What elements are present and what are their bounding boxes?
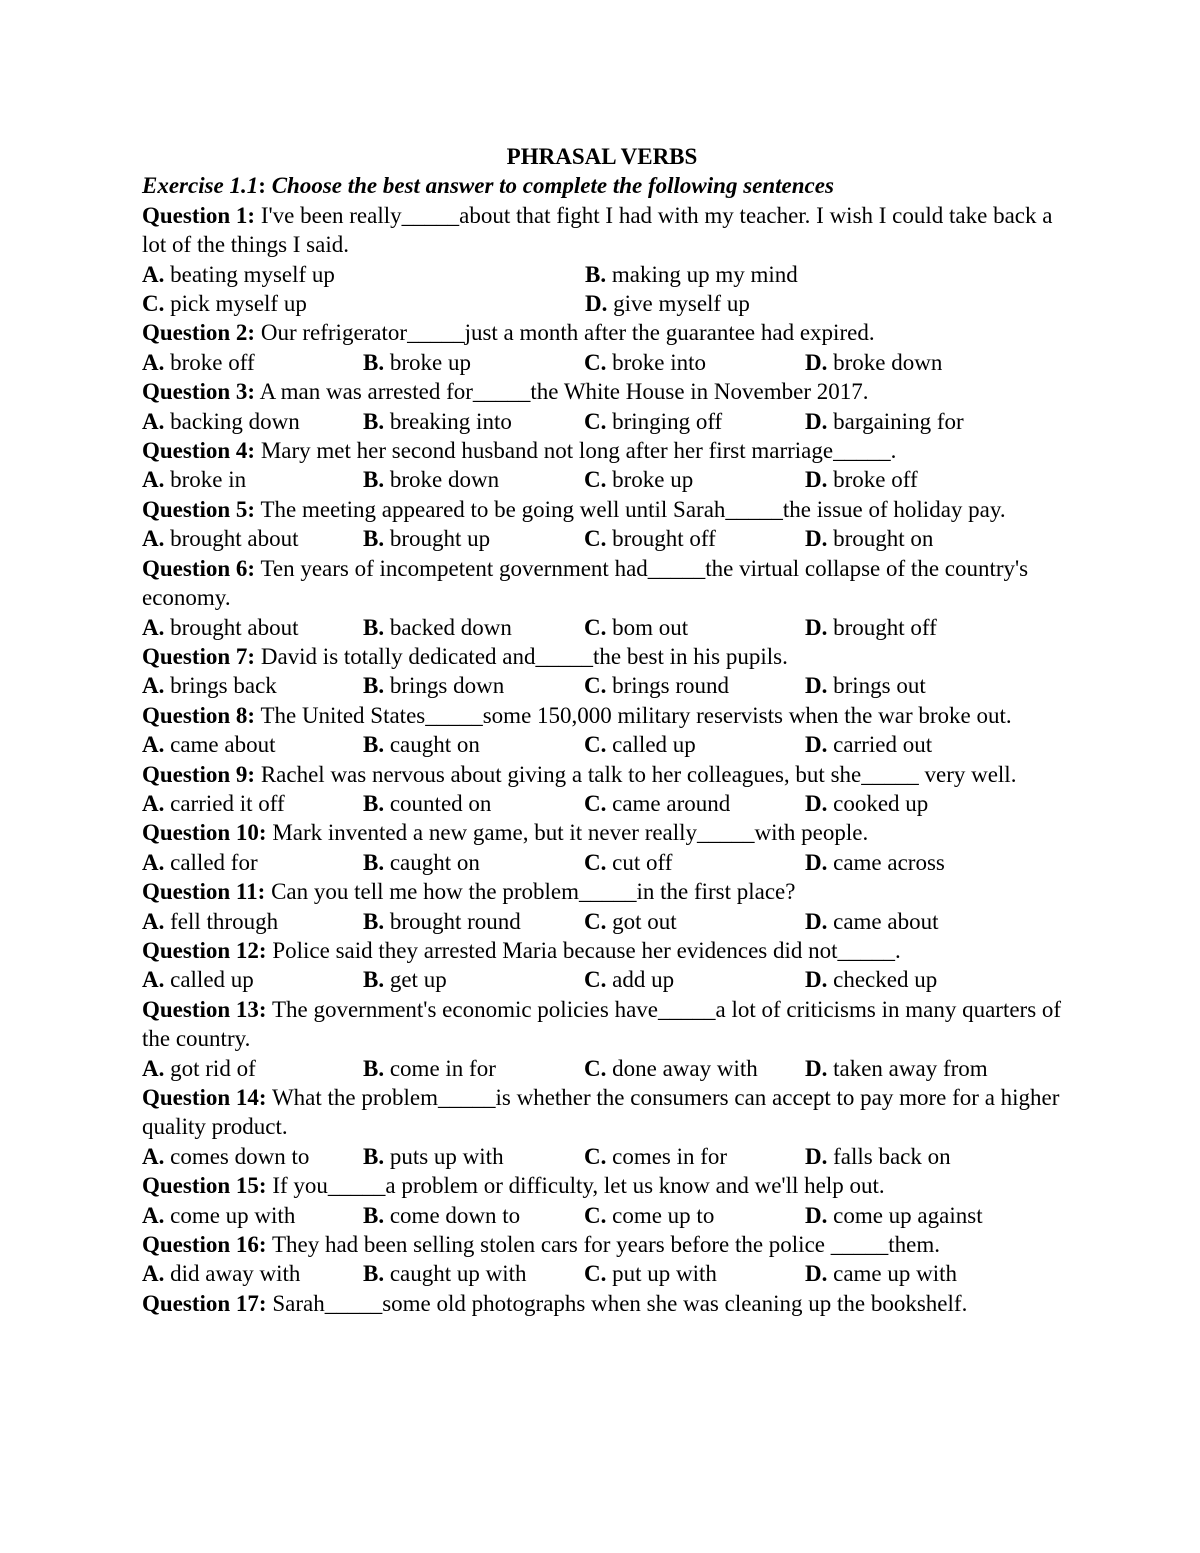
answer-option[interactable]	[363, 613, 584, 642]
answer-option[interactable]	[584, 348, 805, 377]
option-text: backing down	[170, 408, 300, 434]
question-label: Question 4:	[142, 438, 256, 464]
option-letter: D.	[805, 526, 828, 552]
option-text: brought about	[170, 526, 299, 552]
answer-option[interactable]	[584, 1201, 805, 1230]
question-block	[142, 436, 1062, 495]
question-text: The United States_____some 150,000 military reservists when the war broke out.	[260, 702, 1012, 728]
option-text: brought on	[833, 526, 934, 552]
question-block	[142, 877, 1062, 936]
option-letter: C.	[584, 790, 607, 816]
option-text: give myself up	[613, 291, 750, 317]
answer-options-row	[142, 965, 1062, 994]
answer-options-row	[142, 730, 1062, 759]
option-text: caught on	[389, 732, 480, 758]
option-letter: B.	[363, 526, 385, 552]
option-letter: C.	[584, 526, 607, 552]
option-letter: A.	[142, 467, 165, 493]
answer-option[interactable]	[805, 1142, 1026, 1171]
option-text: bom out	[612, 614, 689, 640]
option-letter: A.	[142, 1143, 165, 1169]
option-text: come up against	[833, 1202, 983, 1228]
page-title: PHRASAL VERBS	[506, 144, 698, 169]
answer-option[interactable]	[142, 789, 363, 818]
question-stem	[142, 1171, 1062, 1200]
question-label: Question 10:	[142, 820, 267, 846]
question-block	[142, 554, 1062, 642]
option-letter: B.	[363, 673, 385, 699]
question-text: If you_____a problem or difficulty, let us know and we'll help out.	[272, 1173, 885, 1199]
answer-option[interactable]	[805, 1259, 1026, 1288]
option-text: came about	[833, 908, 939, 934]
option-letter: B.	[363, 614, 385, 640]
question-label: Question 9:	[142, 761, 256, 787]
option-letter: D.	[805, 408, 828, 434]
answer-option[interactable]	[142, 730, 363, 759]
option-text: put up with	[612, 1261, 717, 1287]
answer-option[interactable]	[584, 407, 805, 436]
question-block	[142, 760, 1062, 819]
question-text: Mary met her second husband not long after her first marriage_____.	[260, 438, 897, 464]
option-letter: D.	[805, 967, 828, 993]
answer-option[interactable]	[805, 613, 1026, 642]
answer-option[interactable]	[363, 465, 584, 494]
option-text: get up	[389, 967, 447, 993]
option-letter: B.	[363, 967, 385, 993]
option-text: called up	[170, 967, 254, 993]
answer-option[interactable]	[142, 965, 363, 994]
option-text: brought off	[833, 614, 937, 640]
option-letter: C.	[584, 467, 607, 493]
option-text: making up my mind	[611, 261, 798, 287]
answer-options-row	[142, 524, 1062, 553]
answer-option[interactable]	[363, 407, 584, 436]
option-text: taken away from	[833, 1055, 988, 1081]
option-text: broke up	[612, 467, 694, 493]
question-block	[142, 642, 1062, 701]
option-letter: C.	[142, 291, 165, 317]
option-letter: B.	[363, 790, 385, 816]
answer-option[interactable]	[363, 1259, 584, 1288]
question-label: Question 11:	[142, 879, 266, 905]
option-letter: D.	[805, 1261, 828, 1287]
question-text: They had been selling stolen cars for years before the police _____them.	[271, 1232, 940, 1258]
answer-options-row	[142, 407, 1062, 436]
option-text: falls back on	[833, 1143, 951, 1169]
answer-options-row	[142, 1054, 1062, 1083]
answer-option[interactable]	[584, 907, 805, 936]
question-block	[142, 318, 1062, 377]
question-block	[142, 1171, 1062, 1230]
option-letter: D.	[585, 291, 608, 317]
option-letter: D.	[805, 790, 828, 816]
option-letter: D.	[805, 1143, 828, 1169]
answer-option[interactable]	[584, 1142, 805, 1171]
answer-options-row	[142, 289, 1062, 318]
question-label: Question 14:	[142, 1085, 267, 1110]
question-block	[142, 495, 1062, 554]
option-text: broke up	[389, 349, 471, 375]
option-letter: A.	[142, 967, 165, 993]
answer-options-row	[142, 260, 1062, 289]
exercise-heading: Exercise 1.1: Choose the best answer to complete the following sentences	[142, 173, 834, 199]
answer-option[interactable]	[805, 465, 1026, 494]
option-letter: D.	[805, 732, 828, 758]
option-text: cut off	[612, 849, 673, 875]
answer-option[interactable]	[585, 289, 1028, 318]
answer-option[interactable]	[805, 407, 1026, 436]
answer-option[interactable]	[142, 260, 585, 289]
answer-option[interactable]	[363, 730, 584, 759]
question-text: What the problem_____is whether the consumers can accept to pay more for a higher quality product.	[142, 1085, 1060, 1140]
option-letter: B.	[363, 408, 385, 434]
option-text: broke off	[833, 467, 918, 493]
option-text: did away with	[170, 1261, 301, 1287]
option-letter: A.	[142, 526, 165, 552]
exercise-label: Exercise 1.1	[142, 173, 259, 199]
question-text: Sarah_____some old photographs when she was cleaning up the bookshelf.	[272, 1290, 968, 1316]
option-text: broke down	[833, 349, 943, 375]
question-stem	[142, 760, 1062, 789]
answer-option[interactable]	[363, 907, 584, 936]
question-block	[142, 1083, 1062, 1171]
option-text: broke off	[170, 349, 255, 375]
question-stem	[142, 701, 1062, 730]
option-letter: A.	[142, 1055, 165, 1081]
option-text: fell through	[170, 908, 279, 934]
question-text: Rachel was nervous about giving a talk to her colleagues, but she_____ very well.	[260, 761, 1017, 787]
answer-option[interactable]	[142, 671, 363, 700]
option-text: breaking into	[389, 408, 512, 434]
answer-option[interactable]	[142, 348, 363, 377]
answer-options-row	[142, 1259, 1062, 1288]
option-letter: B.	[363, 349, 385, 375]
answer-options-row	[142, 907, 1062, 936]
option-letter: C.	[584, 1261, 607, 1287]
option-text: come up with	[170, 1202, 296, 1228]
option-letter: A.	[142, 790, 165, 816]
answer-option[interactable]	[363, 848, 584, 877]
question-label: Question 17:	[142, 1290, 267, 1316]
answer-option[interactable]	[142, 1201, 363, 1230]
question-text: Ten years of incompetent government had_____the virtual collapse of the country's economy.	[142, 555, 1029, 611]
answer-option[interactable]	[363, 671, 584, 700]
option-text: brought up	[389, 526, 491, 552]
option-text: done away with	[612, 1055, 758, 1081]
option-text: came up with	[833, 1261, 958, 1287]
answer-options-row	[142, 613, 1062, 642]
question-list	[142, 201, 1062, 1318]
answer-option[interactable]	[584, 730, 805, 759]
option-text: brings out	[833, 673, 926, 699]
option-letter: C.	[584, 1202, 607, 1228]
option-letter: D.	[805, 1202, 828, 1228]
option-text: broke into	[612, 349, 707, 375]
answer-option[interactable]	[363, 1054, 584, 1083]
option-letter: B.	[363, 1202, 385, 1228]
option-letter: C.	[584, 673, 607, 699]
option-letter: A.	[142, 908, 165, 934]
question-stem	[142, 1230, 1062, 1259]
option-letter: B.	[585, 261, 607, 287]
option-text: brought off	[612, 526, 716, 552]
option-text: brings round	[612, 673, 730, 699]
question-label: Question 7:	[142, 643, 256, 669]
answer-option[interactable]	[142, 524, 363, 553]
option-text: called for	[170, 849, 258, 875]
answer-options-row	[142, 1142, 1062, 1171]
option-text: pick myself up	[170, 291, 307, 317]
answer-option[interactable]	[142, 289, 585, 318]
question-text: Our refrigerator_____just a month after the guarantee had expired.	[260, 320, 875, 346]
answer-option[interactable]	[363, 1201, 584, 1230]
question-stem	[142, 377, 1062, 406]
option-text: brings down	[389, 673, 505, 699]
option-text: come down to	[389, 1202, 521, 1228]
question-label: Question 5:	[142, 496, 256, 522]
option-text: brought about	[170, 614, 299, 640]
option-letter: A.	[142, 349, 165, 375]
question-text: Can you tell me how the problem_____in the first place?	[271, 879, 796, 905]
option-letter: C.	[584, 908, 607, 934]
option-text: called up	[612, 732, 696, 758]
option-letter: A.	[142, 849, 165, 875]
answer-option[interactable]	[805, 965, 1026, 994]
question-block	[142, 201, 1062, 319]
option-text: come up to	[612, 1202, 715, 1228]
option-letter: B.	[363, 1261, 385, 1287]
answer-option[interactable]	[363, 524, 584, 553]
option-letter: A.	[142, 408, 165, 434]
question-label: Question 12:	[142, 937, 267, 963]
option-letter: D.	[805, 614, 828, 640]
option-letter: C.	[584, 349, 607, 375]
option-letter: C.	[584, 614, 607, 640]
option-letter: D.	[805, 467, 828, 493]
question-stem	[142, 1289, 1062, 1318]
answer-option[interactable]	[584, 789, 805, 818]
question-stem	[142, 877, 1062, 906]
option-letter: C.	[584, 849, 607, 875]
answer-option[interactable]	[585, 260, 1028, 289]
option-text: came about	[170, 732, 276, 758]
question-stem	[142, 995, 1062, 1054]
answer-options-row	[142, 348, 1062, 377]
answer-option[interactable]	[142, 1259, 363, 1288]
answer-option[interactable]	[584, 848, 805, 877]
question-stem	[142, 554, 1062, 613]
option-letter: D.	[805, 908, 828, 934]
answer-option[interactable]	[363, 1142, 584, 1171]
answer-options-row	[142, 671, 1062, 700]
question-stem	[142, 495, 1062, 524]
question-label: Question 8:	[142, 702, 256, 728]
answer-option[interactable]	[805, 789, 1026, 818]
option-text: beating myself up	[170, 261, 335, 287]
option-text: caught on	[389, 849, 480, 875]
option-letter: B.	[363, 732, 385, 758]
option-letter: A.	[142, 1202, 165, 1228]
option-text: came around	[612, 790, 731, 816]
question-label: Question 13:	[142, 996, 267, 1022]
answer-option[interactable]	[584, 671, 805, 700]
answer-option[interactable]	[805, 1201, 1026, 1230]
option-text: caught up with	[389, 1261, 527, 1287]
answer-option[interactable]	[805, 848, 1026, 877]
option-text: comes in for	[612, 1143, 728, 1169]
question-label: Question 3:	[142, 379, 256, 405]
option-text: brings back	[170, 673, 277, 699]
option-letter: D.	[805, 1055, 828, 1081]
answer-option[interactable]	[142, 613, 363, 642]
answer-option[interactable]	[142, 1142, 363, 1171]
option-letter: A.	[142, 1261, 165, 1287]
option-letter: B.	[363, 1055, 385, 1081]
option-text: puts up with	[389, 1143, 504, 1169]
answer-option[interactable]	[363, 348, 584, 377]
question-stem	[142, 436, 1062, 465]
answer-option[interactable]	[363, 789, 584, 818]
option-text: add up	[612, 967, 675, 993]
option-letter: C.	[584, 967, 607, 993]
answer-option[interactable]	[584, 1054, 805, 1083]
option-text: come in for	[389, 1055, 496, 1081]
question-stem	[142, 1083, 1062, 1142]
question-label: Question 6:	[142, 555, 256, 581]
option-letter: D.	[805, 849, 828, 875]
question-text: Mark invented a new game, but it never really_____with people.	[272, 820, 869, 846]
question-block	[142, 377, 1062, 436]
question-text: David is totally dedicated and_____the best in his pupils.	[260, 643, 788, 669]
option-text: comes down to	[170, 1143, 310, 1169]
option-letter: C.	[584, 1055, 607, 1081]
answer-option[interactable]	[142, 1054, 363, 1083]
question-stem	[142, 642, 1062, 671]
answer-option[interactable]	[142, 848, 363, 877]
option-letter: B.	[363, 908, 385, 934]
answer-option[interactable]	[142, 407, 363, 436]
option-text: checked up	[833, 967, 938, 993]
answer-option[interactable]	[584, 465, 805, 494]
question-stem	[142, 201, 1062, 260]
option-letter: C.	[584, 1143, 607, 1169]
question-stem	[142, 818, 1062, 847]
option-letter: A.	[142, 673, 165, 699]
option-text: broke down	[389, 467, 500, 493]
option-letter: B.	[363, 849, 385, 875]
question-label: Question 16:	[142, 1232, 267, 1258]
question-stem	[142, 936, 1062, 965]
question-block	[142, 1230, 1062, 1289]
option-text: carried it off	[170, 790, 285, 816]
option-letter: A.	[142, 732, 165, 758]
answer-option[interactable]	[142, 465, 363, 494]
option-text: cooked up	[833, 790, 929, 816]
option-text: bargaining for	[833, 408, 964, 434]
answer-options-row	[142, 465, 1062, 494]
option-letter: D.	[805, 349, 828, 375]
answer-option[interactable]	[584, 524, 805, 553]
question-label: Question 15:	[142, 1173, 267, 1199]
option-letter: C.	[584, 408, 607, 434]
exercise-instruction: Choose the best answer to complete the following sentences	[271, 173, 834, 199]
answer-option[interactable]	[805, 1054, 1026, 1083]
option-letter: D.	[805, 673, 828, 699]
option-text: got out	[612, 908, 677, 934]
question-text: A man was arrested for_____the White House in November 2017.	[259, 379, 869, 405]
option-letter: C.	[584, 732, 607, 758]
question-text: I've been really_____about that fight I had with my teacher. I wish I could take back a lot of the things I said.	[142, 202, 1053, 258]
question-block	[142, 995, 1062, 1083]
answer-option[interactable]	[584, 965, 805, 994]
answer-option[interactable]	[805, 671, 1026, 700]
document-content	[142, 142, 1062, 1318]
answer-option[interactable]	[805, 348, 1026, 377]
answer-options-row	[142, 789, 1062, 818]
answer-option[interactable]	[584, 1259, 805, 1288]
question-stem	[142, 318, 1062, 347]
answer-options-row	[142, 1201, 1062, 1230]
answer-option[interactable]	[805, 907, 1026, 936]
answer-option[interactable]	[805, 730, 1026, 759]
question-text: The government's economic policies have_____a lot of criticisms in many quarters of the country.	[142, 996, 1062, 1052]
question-block	[142, 701, 1062, 760]
question-text: Police said they arrested Maria because her evidences did not_____.	[272, 937, 901, 963]
option-letter: B.	[363, 1143, 385, 1169]
question-label: Question 2:	[142, 320, 256, 346]
option-text: came across	[833, 849, 945, 875]
option-text: backed down	[389, 614, 512, 640]
question-block	[142, 1289, 1062, 1318]
answer-option[interactable]	[584, 613, 805, 642]
answer-options-row	[142, 848, 1062, 877]
option-text: broke in	[170, 467, 247, 493]
option-text: carried out	[833, 732, 933, 758]
question-block	[142, 818, 1062, 877]
option-text: counted on	[389, 790, 492, 816]
question-block	[142, 936, 1062, 995]
option-letter: A.	[142, 261, 165, 287]
answer-option[interactable]	[142, 907, 363, 936]
option-text: bringing off	[612, 408, 723, 434]
option-text: got rid of	[170, 1055, 256, 1081]
question-label: Question 1:	[142, 202, 256, 228]
option-letter: A.	[142, 614, 165, 640]
option-text: brought round	[389, 908, 521, 934]
answer-option[interactable]	[363, 965, 584, 994]
question-text: The meeting appeared to be going well until Sarah_____the issue of holiday pay.	[260, 496, 1006, 522]
answer-option[interactable]	[805, 524, 1026, 553]
option-letter: B.	[363, 467, 385, 493]
